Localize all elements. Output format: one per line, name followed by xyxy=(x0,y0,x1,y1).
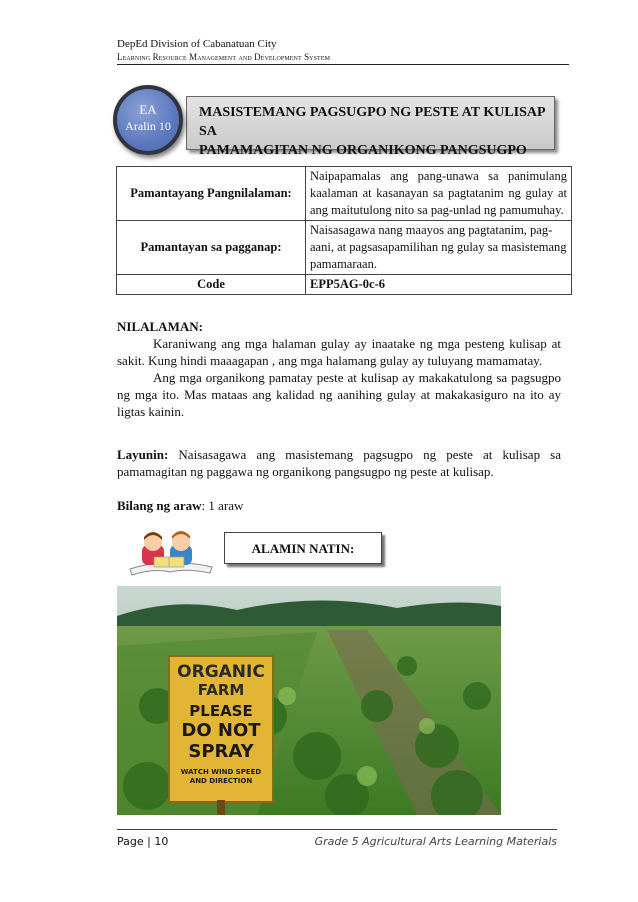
days-value: : 1 araw xyxy=(201,498,244,513)
header-rule xyxy=(117,64,569,65)
performance-standard-value: Naisasagawa nang maayos ang pagtatanim, pag-aani, at pagsasapamilihan ng gulay sa masistemang pamamaraan. xyxy=(306,221,572,275)
performance-standard-label: Pamantayan sa pagganap: xyxy=(117,221,306,275)
sign-organic: ORGANIC xyxy=(177,662,265,682)
lesson-badge xyxy=(113,85,183,155)
sign-spray: SPRAY xyxy=(188,741,254,762)
alamin-natin-heading: ALAMIN NATIN: xyxy=(224,532,382,564)
lesson-title-line1: MASISTEMANG PAGSUGPO NG PESTE AT KULISAP SA xyxy=(199,105,545,139)
objective-text: Naisasagawa ang masistemang pagsugpo ng peste at kulisap sa pamamagitan ng paggawa ng organikong pangsugpo ng peste at kulisap. xyxy=(117,447,561,479)
footer-rule xyxy=(117,829,557,830)
content-paragraph-2: Ang mga organikong pamatay peste at kulisap ay makakatulong sa pagsugpo ng mga ito. Mas mataas ang kalidad ng aanihing gulay at makakasiguro na ito ay ligtas kainin. xyxy=(117,370,561,419)
content-standard-label: Pamantayang Pangnilalaman: xyxy=(117,167,306,221)
sign-farm: FARM xyxy=(197,681,245,699)
header-division: DepEd Division of Cabanatuan City xyxy=(117,38,277,50)
objective-label: Layunin: xyxy=(117,447,169,462)
header-system: Learning Resource Management and Development System xyxy=(117,52,331,62)
objective-section xyxy=(117,446,561,480)
content-paragraph-1: Karaniwang ang mga halaman gulay ay inaatake ng mga pesteng kulisap at sakit. Kung hindi maaagapan , ang mga halamang gulay ay tuluyang mamamatay. xyxy=(117,336,561,368)
lesson-title-box xyxy=(186,96,555,158)
organic-farm-sign xyxy=(171,658,271,800)
table-row xyxy=(117,167,572,221)
table-row xyxy=(117,221,572,275)
content-heading: NILALAMAN: xyxy=(117,319,203,334)
days-label: Bilang ng araw xyxy=(117,498,202,513)
content-standard-value: Naipapamalas ang pang-unawa sa panimulang kaalaman at kasanayan sa pagtatanim ng gulay at ang maitutulong nito sa pag-unlad ng pamumuhay. xyxy=(306,167,572,221)
standards-table xyxy=(116,166,572,295)
footer-title: Grade 5 Agricultural Arts Learning Materials xyxy=(314,835,557,848)
sign-watch-wind: WATCH WIND SPEED xyxy=(180,768,262,776)
sign-direction: AND DIRECTION xyxy=(189,777,253,785)
reading-kids-icon xyxy=(124,531,216,577)
page-number: Page | 10 xyxy=(117,835,169,848)
page-footer xyxy=(117,829,557,848)
badge-subject: EA xyxy=(139,102,157,117)
sign-please: PLEASE xyxy=(189,702,253,720)
badge-lesson-number: Aralin 10 xyxy=(125,119,171,133)
code-label: Code xyxy=(117,275,306,295)
days-section xyxy=(117,497,561,514)
table-row xyxy=(117,275,572,295)
code-value: EPP5AG-0c-6 xyxy=(306,275,572,295)
organic-farm-photo xyxy=(117,586,501,815)
page-header xyxy=(117,38,569,63)
lesson-title-line2: PAMAMAGITAN NG ORGANIKONG PANGSUGPO xyxy=(199,143,527,158)
content-section xyxy=(117,318,561,420)
sign-do-not: DO NOT xyxy=(181,720,261,741)
